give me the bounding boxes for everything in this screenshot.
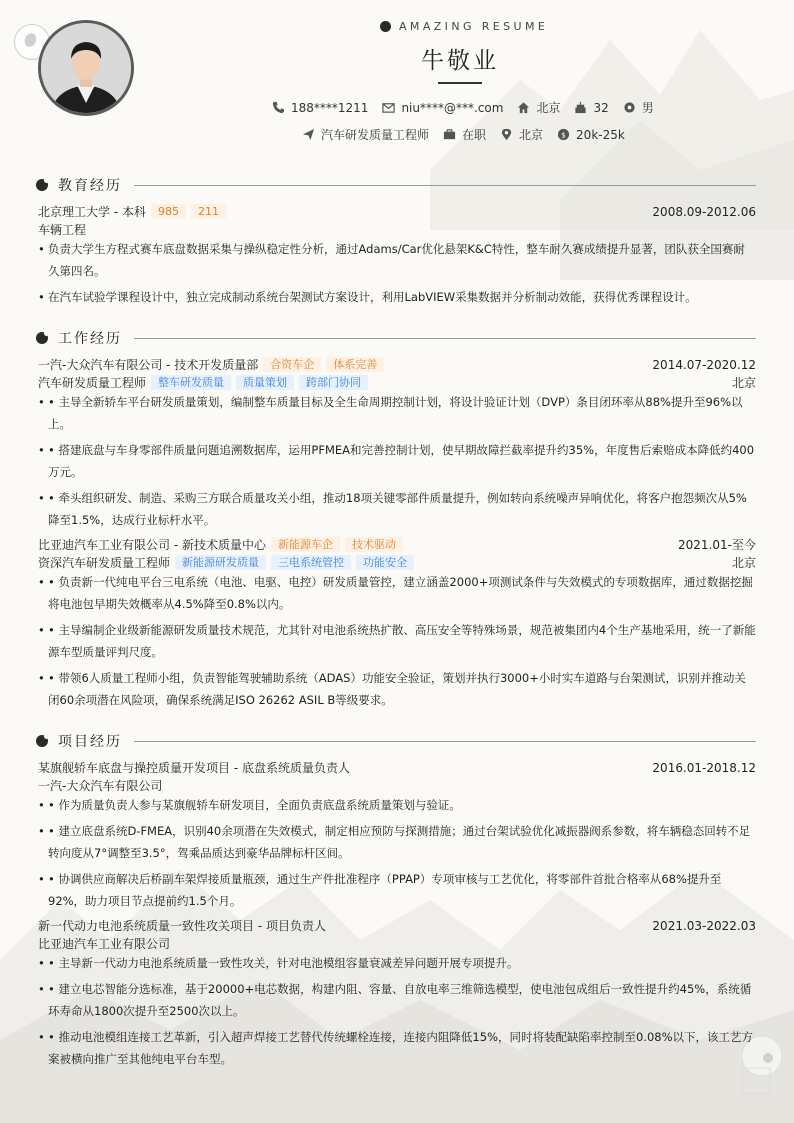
email-icon [382, 101, 395, 114]
education-bullet: • 在汽车试验学课程设计中，独立完成制动系统台架测试方案设计，利用LabVIEW采集数据并分析制动效能，获得优秀课程设计。 [38, 286, 756, 308]
tagline [380, 20, 548, 33]
job-position-row [38, 554, 756, 571]
section-title: 工作经历 [58, 331, 122, 347]
project-date: 2016.01-2018.12 [652, 760, 756, 775]
money-icon [557, 128, 570, 141]
job-title-item [302, 126, 429, 143]
phone-item [272, 101, 368, 115]
education-header [38, 203, 756, 220]
position-tag: 新能源研发质量 [175, 555, 266, 570]
position-tag: 功能安全 [356, 555, 414, 570]
project-org-row [38, 935, 756, 952]
company-tag: 新能源车企 [271, 537, 340, 552]
job-row [302, 126, 639, 143]
phone-icon [272, 101, 285, 114]
project-bullet: • • 建立电芯智能分选标准，基于20000+电芯数据，构建内阻、容量、自放电率三维筛选模型，使电池包成组后一致性提升约45%，系统循环寿命从1800次提升至2500次以上。 [38, 978, 756, 1022]
position-tag: 整车研发质量 [151, 375, 231, 390]
job-location: 北京 [731, 556, 756, 570]
section-divider [134, 741, 756, 742]
company-tag: 体系完善 [326, 357, 384, 372]
job-position-row [38, 374, 756, 391]
section-education [36, 175, 756, 195]
company-tag: 技术驱动 [345, 537, 403, 552]
school-tag: 985 [151, 204, 186, 219]
project-date: 2021.03-2022.03 [652, 918, 756, 933]
school-name: 北京理工大学 - 本科 [38, 205, 146, 219]
age-item [574, 101, 608, 115]
job-location: 北京 [731, 376, 756, 390]
salary-text: 20k-25k [576, 127, 625, 142]
tagline-text: AMAZING RESUME [399, 20, 549, 33]
project-header [38, 759, 756, 776]
job-bullet: • • 带领6人质量工程师小组，负责智能驾驶辅助系统（ADAS）功能安全验证，策划并执行3000+小时实车道路与台架测试，识别并推动关闭60余项潜在风险项，确保系统满足ISO 26262 ASIL B等级要求。 [38, 667, 756, 711]
position-tag: 跨部门协同 [299, 375, 368, 390]
section-leaf-icon [36, 179, 48, 191]
gender-icon [623, 101, 636, 114]
gender-text: 男 [641, 101, 654, 115]
position-name: 资深汽车研发质量工程师 [38, 556, 171, 570]
job-date: 2021.01-至今 [678, 538, 756, 552]
job-header [38, 356, 756, 373]
send-icon [302, 128, 315, 141]
leaf-icon [380, 21, 391, 32]
job-bullet: • • 牵头组织研发、制造、采购三方联合质量攻关小组，推动18项关键零部件质量提升，例如转向系统噪声异响优化，将客户抱怨频次从5%降至1.5%，达成行业标杆水平。 [38, 487, 756, 531]
name-divider [438, 82, 482, 84]
project-bullet: • • 作为质量负责人参与某旗舰轿车研发项目，全面负责底盘系统质量策划与验证。 [38, 794, 756, 816]
target-city-item [500, 126, 543, 143]
project-name: 某旗舰轿车底盘与操控质量开发项目 - 底盘系统质量负责人 [38, 761, 350, 775]
contact-row [272, 99, 668, 116]
status-text: 在职 [462, 128, 487, 142]
education-bullet: • 负责大学生方程式赛车底盘数据采集与操纵稳定性分析，通过Adams/Car优化悬架K&C特性，整车耐久赛成绩提升显著，团队获全国赛耐久第四名。 [38, 238, 756, 282]
job-header [38, 536, 756, 553]
section-divider [134, 338, 756, 339]
section-projects [36, 731, 756, 751]
phone-text: 188****1211 [291, 100, 369, 115]
section-work [36, 328, 756, 348]
project-bullet: • • 推动电池模组连接工艺革新，引入超声焊接工艺替代传统螺栓连接，连接内阻降低15%，同时将装配缺陷率控制至0.08%以下，该工艺方案被横向推广至其他纯电平台车型。 [38, 1026, 756, 1070]
home-icon [517, 101, 530, 114]
job-date: 2014.07-2020.12 [652, 357, 756, 372]
salary-item [557, 128, 625, 142]
status-item [443, 126, 486, 143]
project-bullet: • • 协调供应商解决后桥副车架焊接质量瓶颈，通过生产件批准程序（PPAP）专项审核与工艺优化，将零部件首批合格率从68%提升至92%，助力项目节点提前约1.5个月。 [38, 868, 756, 912]
candidate-name: 牛敬业 [421, 48, 499, 74]
education-major-row [38, 221, 756, 238]
target-city-text: 北京 [519, 128, 544, 142]
position-name: 汽车研发质量工程师 [38, 376, 147, 390]
job-bullet: • • 主导编制企业级新能源研发质量技术规范，尤其针对电池系统热扩散、高压安全等特殊场景，规范被集团内4个生产基地采用，统一了新能源车型质量评判尺度。 [38, 619, 756, 663]
education-date: 2008.09-2012.06 [652, 204, 756, 219]
project-org-row [38, 777, 756, 794]
project-bullet: • • 建立底盘系统D-FMEA，识别40余项潜在失效模式，制定相应预防与探测措施；通过台架试验优化减振器阀系参数，将车辆稳态回转不足转向度从7°调整至3.5°，驾乘品质达到豪华品牌标杆区间。 [38, 820, 756, 864]
major: 车辆工程 [38, 223, 87, 237]
briefcase-icon [443, 128, 456, 141]
svg-text:$: $ [561, 130, 566, 140]
section-leaf-icon [36, 735, 48, 747]
company-name: 一汽-大众汽车有限公司 - 技术开发质量部 [38, 358, 259, 372]
age-text: 32 [593, 100, 609, 115]
position-tag: 三电系统管控 [271, 555, 351, 570]
project-name: 新一代动力电池系统质量一致性攻关项目 - 项目负责人 [38, 919, 326, 933]
section-leaf-icon [36, 332, 48, 344]
job-bullet: • • 搭建底盘与车身零部件质量问题追溯数据库，运用PFMEA和完善控制计划，使早期故障拦截率提升约35%，年度售后索赔成本降低约400万元。 [38, 439, 756, 483]
cake-icon [574, 101, 587, 114]
project-header [38, 917, 756, 934]
position-tag: 质量策划 [236, 375, 294, 390]
job-title-text: 汽车研发质量工程师 [321, 128, 430, 142]
job-bullet: • • 主导全新轿车平台研发质量策划，编制整车质量目标及全生命周期控制计划，将设计验证计划（DVP）条目闭环率从88%提升至96%以上。 [38, 391, 756, 435]
email-item [382, 101, 503, 115]
city-item [517, 99, 560, 116]
section-title: 教育经历 [58, 178, 122, 194]
section-divider [134, 185, 756, 186]
location-icon [500, 128, 513, 141]
project-org: 比亚迪汽车工业有限公司 [38, 937, 171, 951]
company-name: 比亚迪汽车工业有限公司 - 新技术质量中心 [38, 538, 266, 552]
section-title: 项目经历 [58, 734, 122, 750]
school-tag: 211 [191, 204, 226, 219]
project-org: 一汽-大众汽车有限公司 [38, 779, 163, 793]
company-tag: 合资车企 [263, 357, 321, 372]
email-text: niu****@***.com [401, 100, 504, 115]
job-bullet: • • 负责新一代纯电平台三电系统（电池、电驱、电控）研发质量管控，建立涵盖2000+项测试条件与失效模式的专项数据库，通过数据挖掘将电池包早期失效概率从4.5%降至0.8%以内。 [38, 571, 756, 615]
city-text: 北京 [536, 101, 561, 115]
project-bullet: • • 主导新一代动力电池系统质量一致性攻关，针对电池模组容量衰减差异问题开展专项提升。 [38, 952, 756, 974]
gender-item [623, 99, 654, 116]
